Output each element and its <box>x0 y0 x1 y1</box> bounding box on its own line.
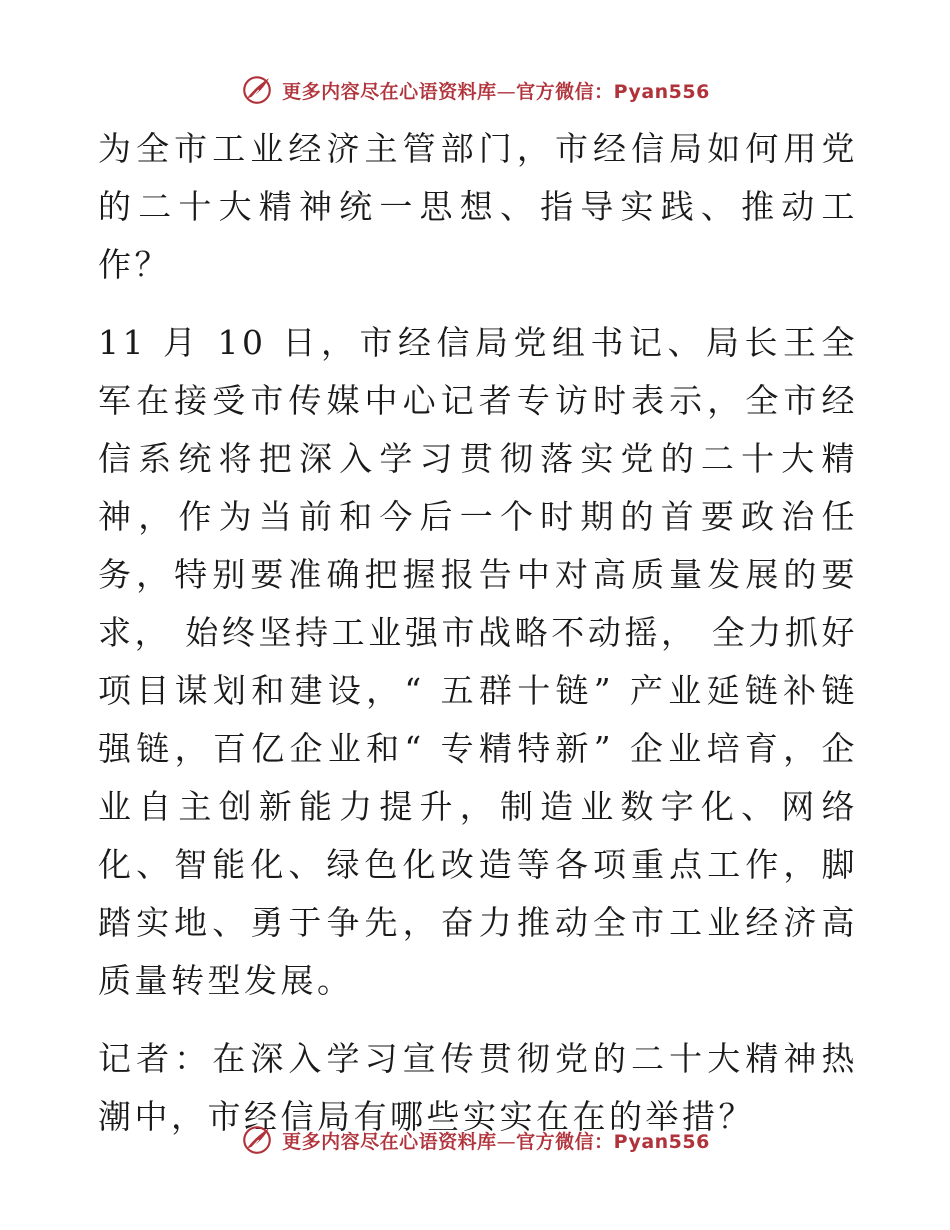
footer-watermark-banner <box>0 1120 950 1160</box>
paragraph-interview-answer: 11 月 10 日，市经信局党组书记、局长王全军在接受市传媒中心记者专访时表示，全市经信系统将把深入学习贯彻落实党的二十大精神，作为当前和今后一个时期的首要政治任务，特别要准确把握报告中对高质量发展的要求， 始终坚持工业强市战略不动摇， 全力抓好项目谋划和建设，“ 五群十链” 产业延链补链强链，百亿企业和“ 专精特新” 企业培育，企业自主创新能力提升，制造业数字化、网络化、智能化、绿色化改造等各项重点工作，脚踏实地、勇于争先，奋力推动全市工业经济高质量转型发展。 <box>98 323 858 1000</box>
watermark-wechat: 官方微信：Pyan556 <box>516 80 710 103</box>
header-watermark-banner <box>0 70 950 110</box>
quill-logo-icon <box>240 73 274 107</box>
paragraph-intro-question: 为全市工业经济主管部门，市经信局如何用党的二十大精神统一思想、指导实践、推动工作？ <box>98 129 858 284</box>
quill-logo-icon <box>240 1123 274 1157</box>
watermark-main: 更多内容尽在心语资料库 <box>282 80 497 103</box>
watermark-main: 更多内容尽在心语资料库 <box>282 1130 497 1153</box>
paragraph-reporter-question: 记者：在深入学习宣传贯彻党的二十大精神热潮中，市经信局有哪些实实在在的举措？ <box>98 1039 858 1136</box>
watermark-wechat: 官方微信：Pyan556 <box>516 1130 710 1153</box>
watermark-separator: — <box>496 1130 517 1153</box>
watermark-text <box>282 1127 710 1154</box>
watermark-text <box>282 77 710 104</box>
watermark-separator: — <box>496 80 517 103</box>
document-body <box>98 120 858 1146</box>
